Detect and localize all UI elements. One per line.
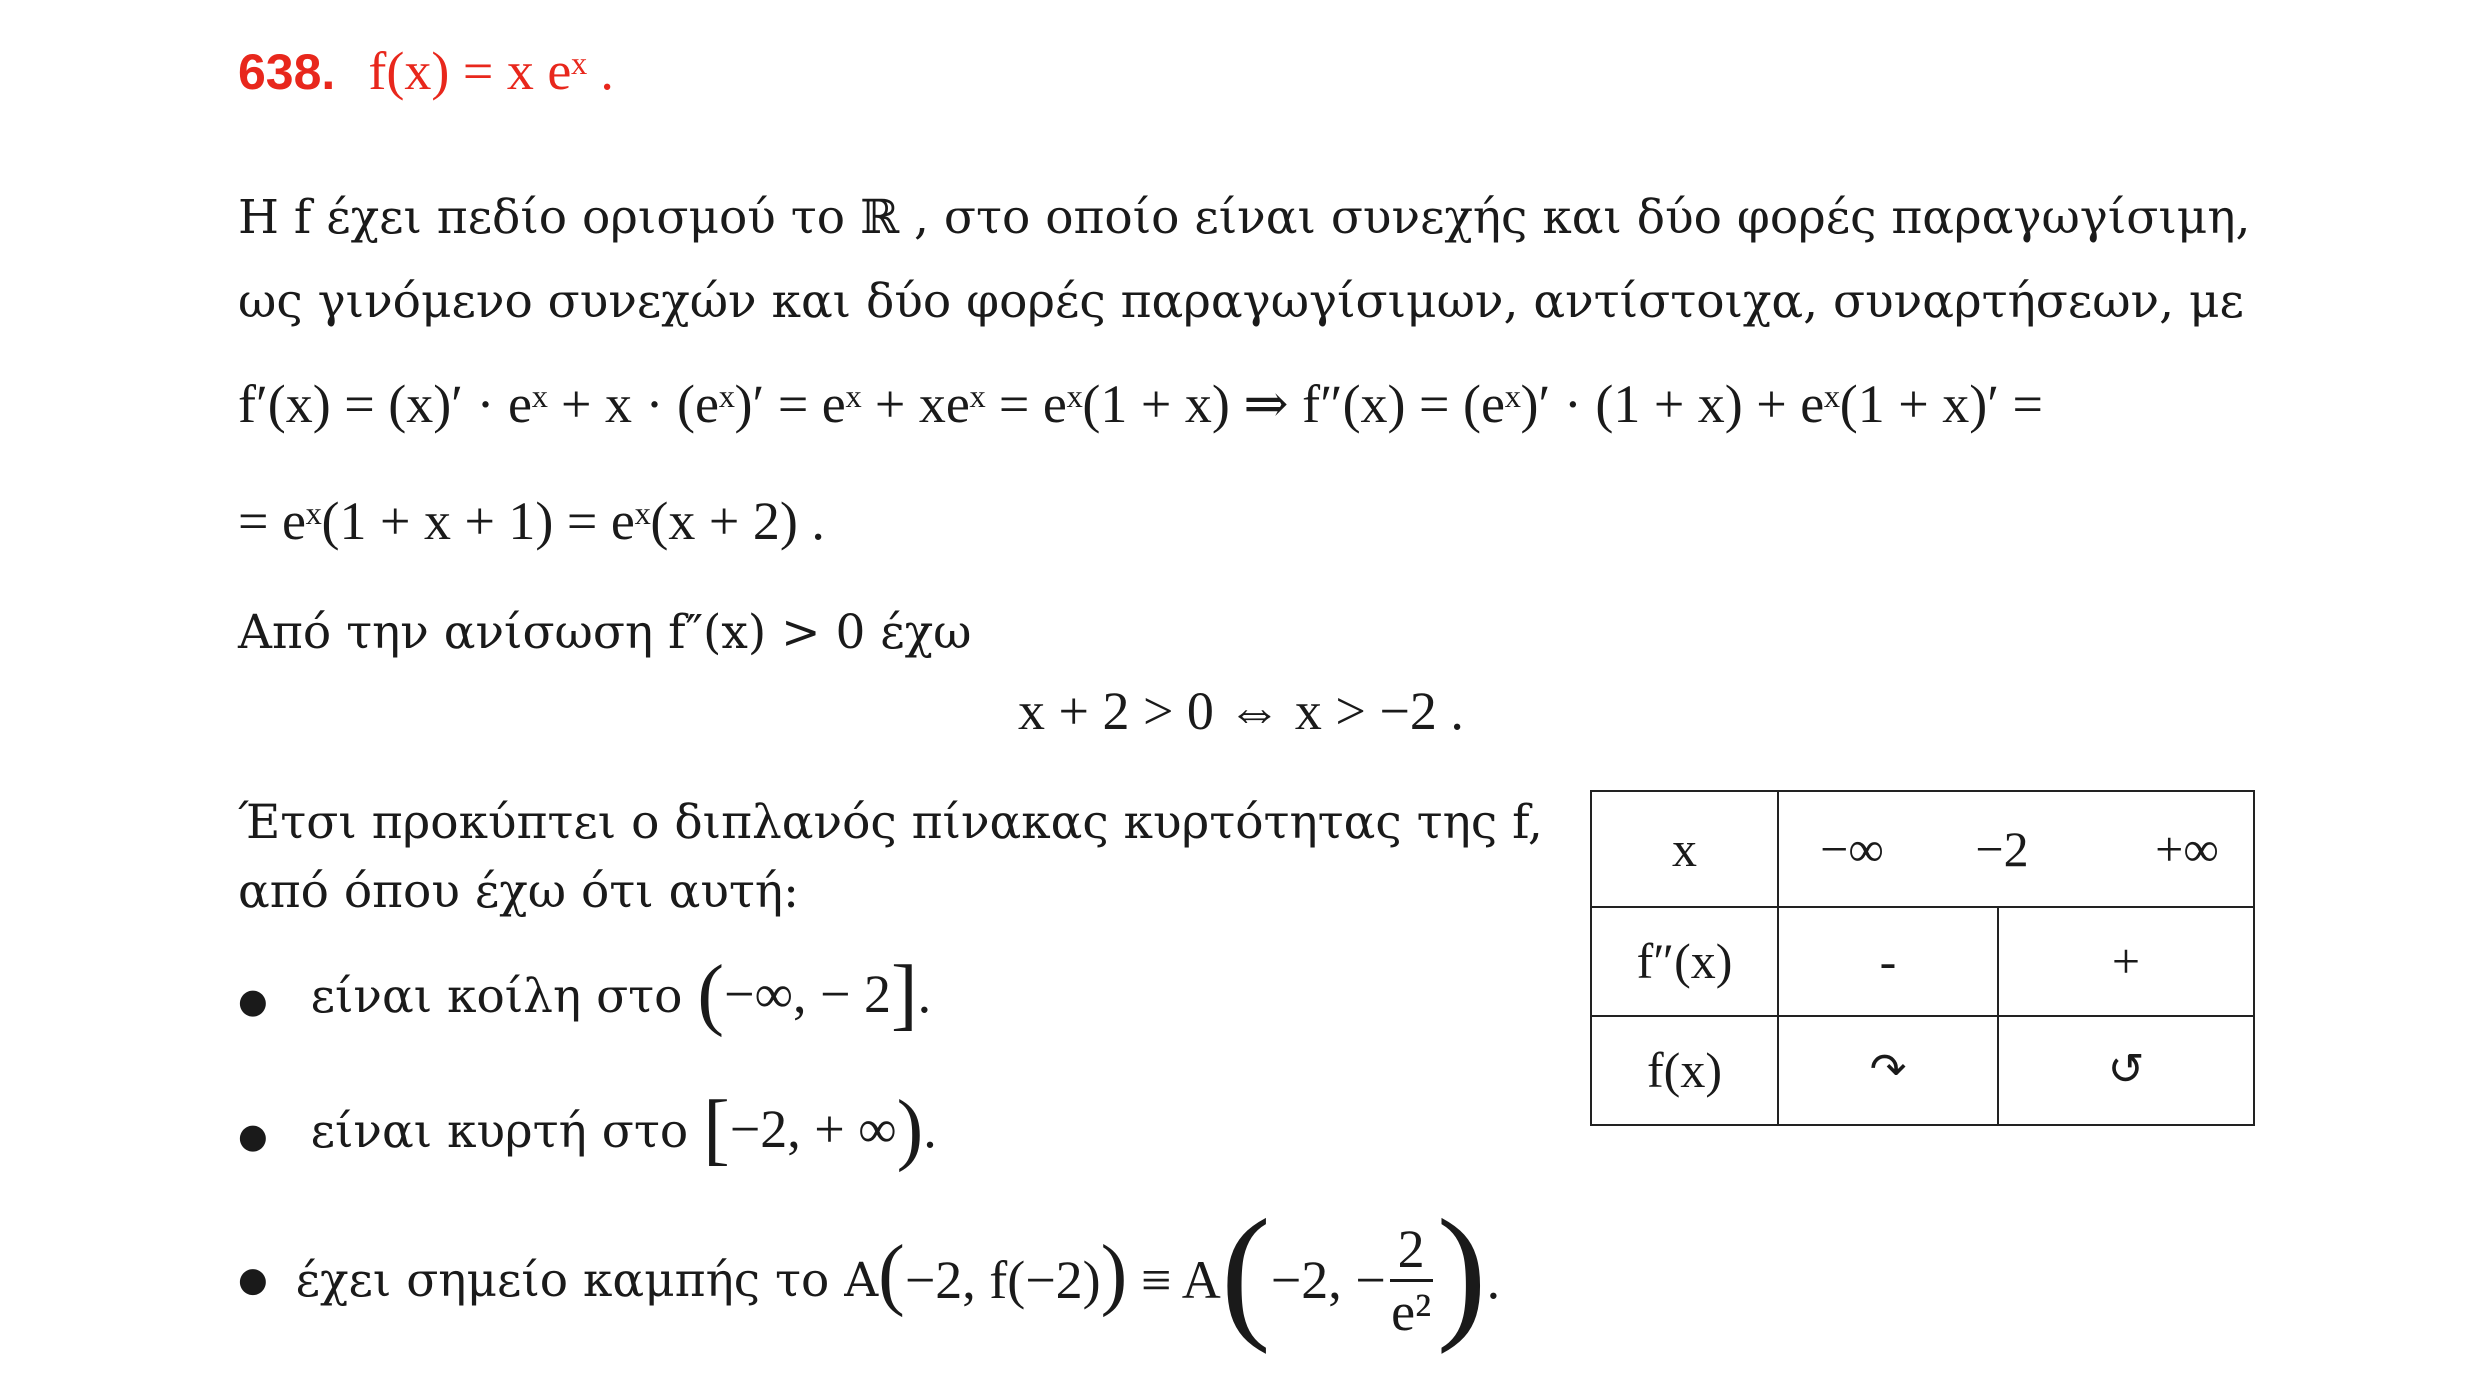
fraction-numerator: 2	[1390, 1219, 1433, 1282]
fraction-denominator: e²	[1391, 1281, 1432, 1342]
interval-open: [	[703, 1085, 730, 1173]
bullet-inflection	[238, 1189, 1501, 1360]
header-minus-two: −2	[1975, 821, 2029, 877]
interval: −2, + ∞	[729, 1099, 897, 1160]
exercise-title	[238, 40, 614, 102]
convex-arrow-icon: ↺	[2107, 1044, 2145, 1095]
end-dot: .	[1486, 1250, 1501, 1310]
end-dot: .	[917, 964, 932, 1025]
conclusion-line-1: Έτσι προκύπτει ο διπλανός πίνακας κυρτότητας της f,	[238, 795, 1543, 850]
exercise-number: 638.	[238, 44, 336, 100]
bullet-text: είναι κοίλη στο	[310, 969, 683, 1025]
coordinates: −2, −	[1270, 1250, 1386, 1310]
exercise-function: f(x) = x eˣ .	[368, 41, 614, 101]
inequality-intro: Από την ανίσωση f″(x) > 0 έχω	[238, 605, 972, 660]
bullet-marker: ●	[238, 1260, 268, 1300]
header-x: x	[1672, 821, 1697, 877]
second-derivative-sign-right: +	[2111, 932, 2141, 989]
bullet-text: είναι κυρτή στο	[310, 1104, 689, 1160]
conclusion-line-2: από όπου έχω ότι αυτή:	[238, 864, 799, 919]
bullet-convex	[238, 1085, 937, 1175]
bullet-marker: ●	[238, 1116, 268, 1157]
convexity-table	[1590, 790, 2255, 1126]
derivation-line-1: f′(x) = (x)′ · eˣ + x · (eˣ)′ = eˣ + xeˣ = eˣ(1 + x) ⇒ f″(x) = (eˣ)′ · (1 + x) + eˣ(1 + x)′ =	[238, 374, 2043, 434]
paragraph-line-2: ως γινόμενο συνεχών και δύο φορές παραγωγίσιμων, αντίστοιχα, συναρτήσεων, με	[238, 274, 2244, 329]
row-second-derivative-label: f″(x)	[1636, 932, 1733, 989]
end-dot: .	[923, 1099, 937, 1160]
second-derivative-sign-left: -	[1879, 932, 1897, 989]
header-neg-inf: −∞	[1820, 821, 1884, 877]
interval: −∞, − 2	[724, 964, 891, 1025]
header-pos-inf: +∞	[2155, 821, 2219, 877]
concave-arrow-icon: ↷	[1869, 1044, 1907, 1095]
big-paren-open: (	[1220, 1189, 1271, 1355]
interval-open: (	[697, 950, 725, 1038]
paren-close: )	[1100, 1230, 1128, 1318]
paragraph-line-1: H f έχει πεδίο ορισμού το ℝ , στο οποίο είναι συνεχής και δύο φορές παραγωγίσιμη,	[238, 190, 2251, 245]
inflection-point: −2, f(−2)	[904, 1250, 1101, 1310]
equiv: ≡ A	[1127, 1250, 1221, 1310]
derivation-line-2: = eˣ(1 + x + 1) = eˣ(x + 2) .	[238, 491, 825, 551]
inequality-result: x + 2 > 0 ⇔ x > −2 .	[1018, 681, 1464, 741]
bullet-concave	[238, 950, 932, 1040]
interval-close: ]	[890, 950, 918, 1038]
bullet-text: έχει σημείο καμπής το A	[295, 1252, 879, 1308]
bullet-marker: ●	[238, 981, 268, 1022]
interval-close: )	[896, 1085, 924, 1173]
paren-open: (	[878, 1230, 905, 1318]
row-function-label: f(x)	[1647, 1041, 1722, 1098]
big-paren-close: )	[1436, 1189, 1487, 1355]
fraction	[1390, 1219, 1433, 1342]
